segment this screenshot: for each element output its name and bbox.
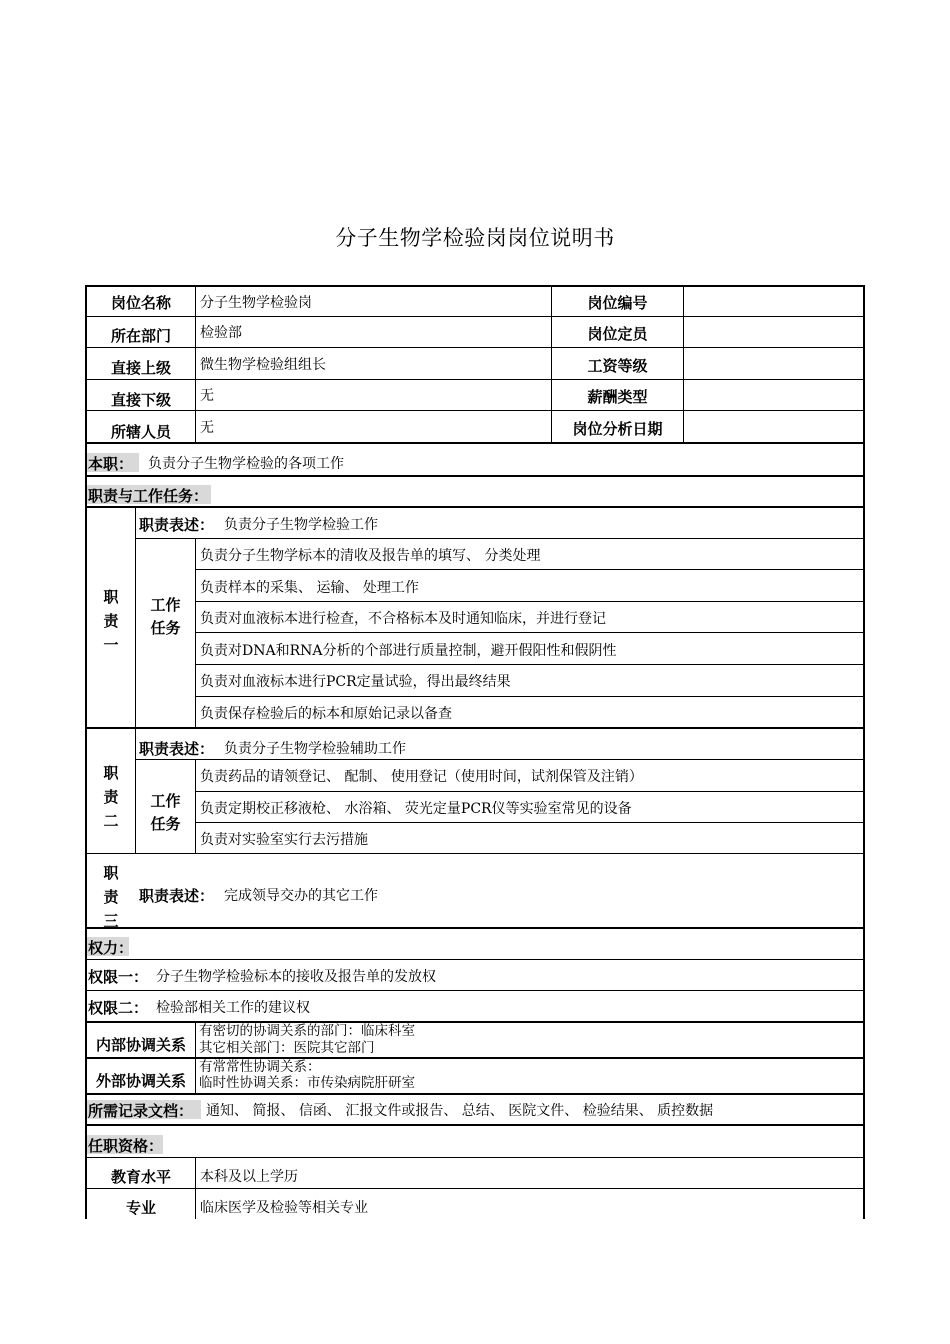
internal-coordination-label: 内部协调关系 (95, 1036, 186, 1054)
records-value: 通知、 简报、 信函、 汇报文件或报告、 总结、 医院文件、 检验结果、 质控数据 (206, 1103, 714, 1119)
external-coordination-line-2: 临时性协调关系：市传染病院肝研室 (199, 1075, 415, 1091)
subordinate-value: 无 (200, 388, 214, 404)
duty-2-task: 负责定期校正移液枪、 水浴箱、 荧光定量PCR仪等实验室常见的设备 (200, 801, 632, 817)
duty-3-label-1: 职 (103, 864, 119, 882)
benzhi-value: 负责分子生物学检验的各项工作 (148, 456, 344, 472)
headcount-label: 岗位定员 (587, 325, 648, 343)
duty-1-label-2: 责 (103, 612, 119, 630)
external-coordination-label: 外部协调关系 (95, 1072, 186, 1090)
staff-label: 所辖人员 (110, 423, 171, 441)
duty-1-label-1: 职 (103, 588, 119, 606)
power-1-label: 权限一： (88, 968, 149, 986)
duty-2-task-label-1: 工作 (150, 792, 181, 810)
duty-2-task: 负责药品的请领登记、 配制、 使用登记（使用时间，试剂保管及注销） (200, 769, 643, 785)
qualification-header: 任职资格： (88, 1137, 164, 1155)
department-label: 所在部门 (110, 327, 171, 345)
supervisor-value: 微生物学检验组组长 (200, 357, 326, 373)
power-2-value: 检验部相关工作的建议权 (156, 1000, 310, 1016)
duty-1-task: 负责样本的采集、 运输、 处理工作 (200, 580, 419, 596)
duty-1-label-3: 一 (103, 636, 119, 654)
duty-1-desc-label: 职责表述： (139, 516, 215, 534)
subordinate-label: 直接下级 (110, 391, 171, 409)
power-1-value: 分子生物学检验标本的接收及报告单的发放权 (156, 969, 436, 985)
duty-2-task: 负责对实验室实行去污措施 (200, 832, 368, 848)
benzhi-label: 本职： (88, 455, 134, 473)
duty-1-task: 负责保存检验后的标本和原始记录以备查 (200, 706, 452, 722)
power-2-label: 权限二： (88, 999, 149, 1017)
external-coordination-line-1: 有常常性协调关系： (199, 1059, 321, 1075)
duty-1-task: 负责分子生物学标本的清收及报告单的填写、 分类处理 (200, 548, 541, 564)
page-title: 分子生物学检验岗岗位说明书 (335, 226, 615, 250)
position-code-label: 岗位编号 (587, 294, 648, 312)
duty-1-desc: 负责分子生物学检验工作 (224, 517, 378, 533)
internal-coordination-line-2: 其它相关部门：医院其它部门 (199, 1040, 375, 1056)
duty-2-label-3: 二 (103, 812, 119, 830)
pay-type-label: 薪酬类型 (587, 388, 648, 406)
duty-1-task: 负责对DNA和RNA分析的个部进行质量控制，避开假阳性和假阴性 (200, 643, 617, 659)
duty-3-desc-label: 职责表述： (139, 887, 215, 905)
supervisor-label: 直接上级 (110, 359, 171, 377)
salary-grade-label: 工资等级 (587, 357, 648, 375)
major-label: 专业 (125, 1199, 156, 1217)
major-value: 临床医学及检验等相关专业 (200, 1200, 368, 1216)
duty-3-desc: 完成领导交办的其它工作 (224, 888, 378, 904)
position-name-label: 岗位名称 (110, 294, 171, 312)
duty-1-task: 负责对血液标本进行PCR定量试验，得出最终结果 (200, 674, 511, 690)
staff-value: 无 (200, 420, 214, 436)
power-header: 权力： (88, 939, 134, 957)
duty-2-task-label-2: 任务 (150, 815, 181, 833)
analysis-date-label: 岗位分析日期 (572, 420, 663, 438)
duty-1-task-label-1: 工作 (150, 596, 181, 614)
duty-2-label-2: 责 (103, 788, 119, 806)
position-name-value: 分子生物学检验岗 (200, 295, 312, 311)
duty-3-label-2: 责 (103, 888, 119, 906)
duty-2-desc-label: 职责表述： (139, 740, 215, 758)
internal-coordination-line-1: 有密切的协调关系的部门：临床科室 (199, 1023, 415, 1039)
duty-1-task-label-2: 任务 (150, 619, 181, 637)
duty-2-desc: 负责分子生物学检验辅助工作 (224, 741, 406, 757)
duty-3-label-3: 三 (103, 912, 119, 930)
education-label: 教育水平 (110, 1168, 171, 1186)
records-label: 所需记录文档： (88, 1102, 194, 1120)
department-value: 检验部 (200, 325, 242, 341)
education-value: 本科及以上学历 (200, 1169, 298, 1185)
duties-header: 职责与工作任务： (88, 487, 209, 505)
duty-2-label-1: 职 (103, 764, 119, 782)
duty-1-task: 负责对血液标本进行检查，不合格标本及时通知临床，并进行登记 (200, 611, 606, 627)
